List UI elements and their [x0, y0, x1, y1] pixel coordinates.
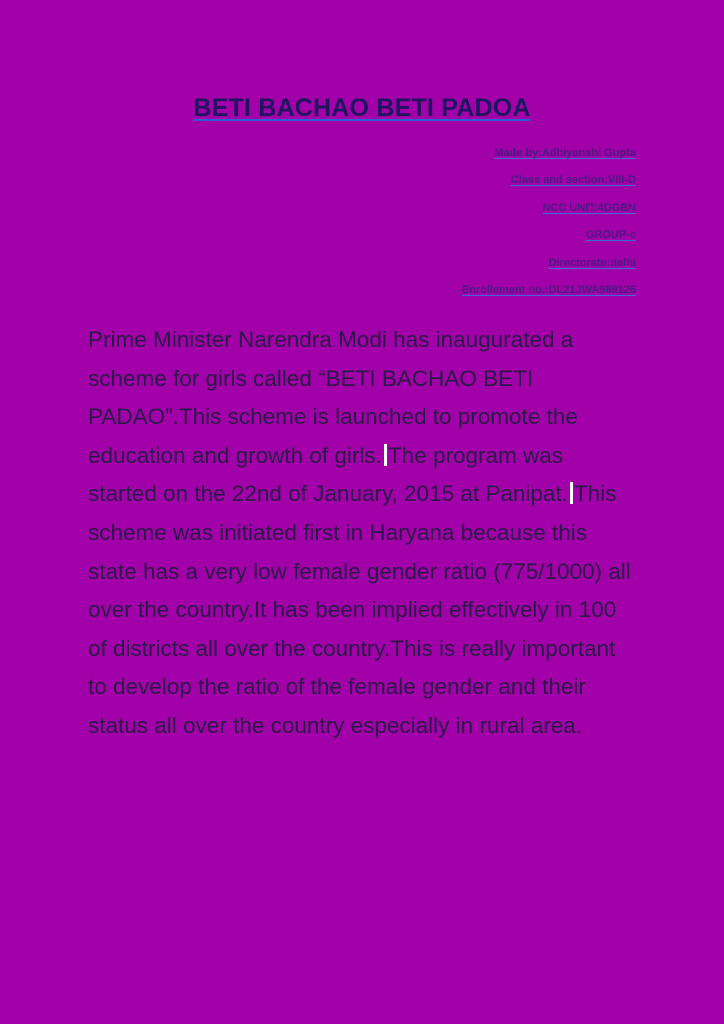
- directorate: Directorate:delhi: [548, 256, 636, 269]
- body-text-part-1: Prime Minister Narendra Modi has inaugurated a scheme for girls called “BETI BACHAO BETI PADAO”.This scheme is launched to promote the education and growth of girls.: [88, 327, 578, 468]
- body-text-part-3: This scheme was initiated first in Haryana because this state has a very low female gender ratio (775/1000) all over the country.It has been implied effectively in 100 of districts all over the country.This is really important to develop the ratio of the female gender and their status all over the country especially in rural area.: [88, 481, 631, 738]
- body-paragraph[interactable]: [88, 321, 638, 746]
- body-text-part-2: The program was started on the 22nd of January, 2015 at Panipat.: [88, 442, 568, 507]
- document-title: BETI BACHAO BETI PADOA: [193, 94, 531, 122]
- group: GROUP-c: [585, 229, 636, 242]
- text-cursor-marker: [570, 482, 573, 504]
- ncc-unit: NCC UNIT:4DGBN: [542, 201, 636, 214]
- author-info: [462, 146, 636, 310]
- class-section: Class and section:VIII-D: [510, 174, 636, 187]
- text-cursor-marker: [384, 444, 387, 466]
- author-name: Made by:Adhiyanshi Gupta: [494, 147, 636, 159]
- enrollment-number: Enrollement no.:DL21JWA989126: [461, 283, 636, 296]
